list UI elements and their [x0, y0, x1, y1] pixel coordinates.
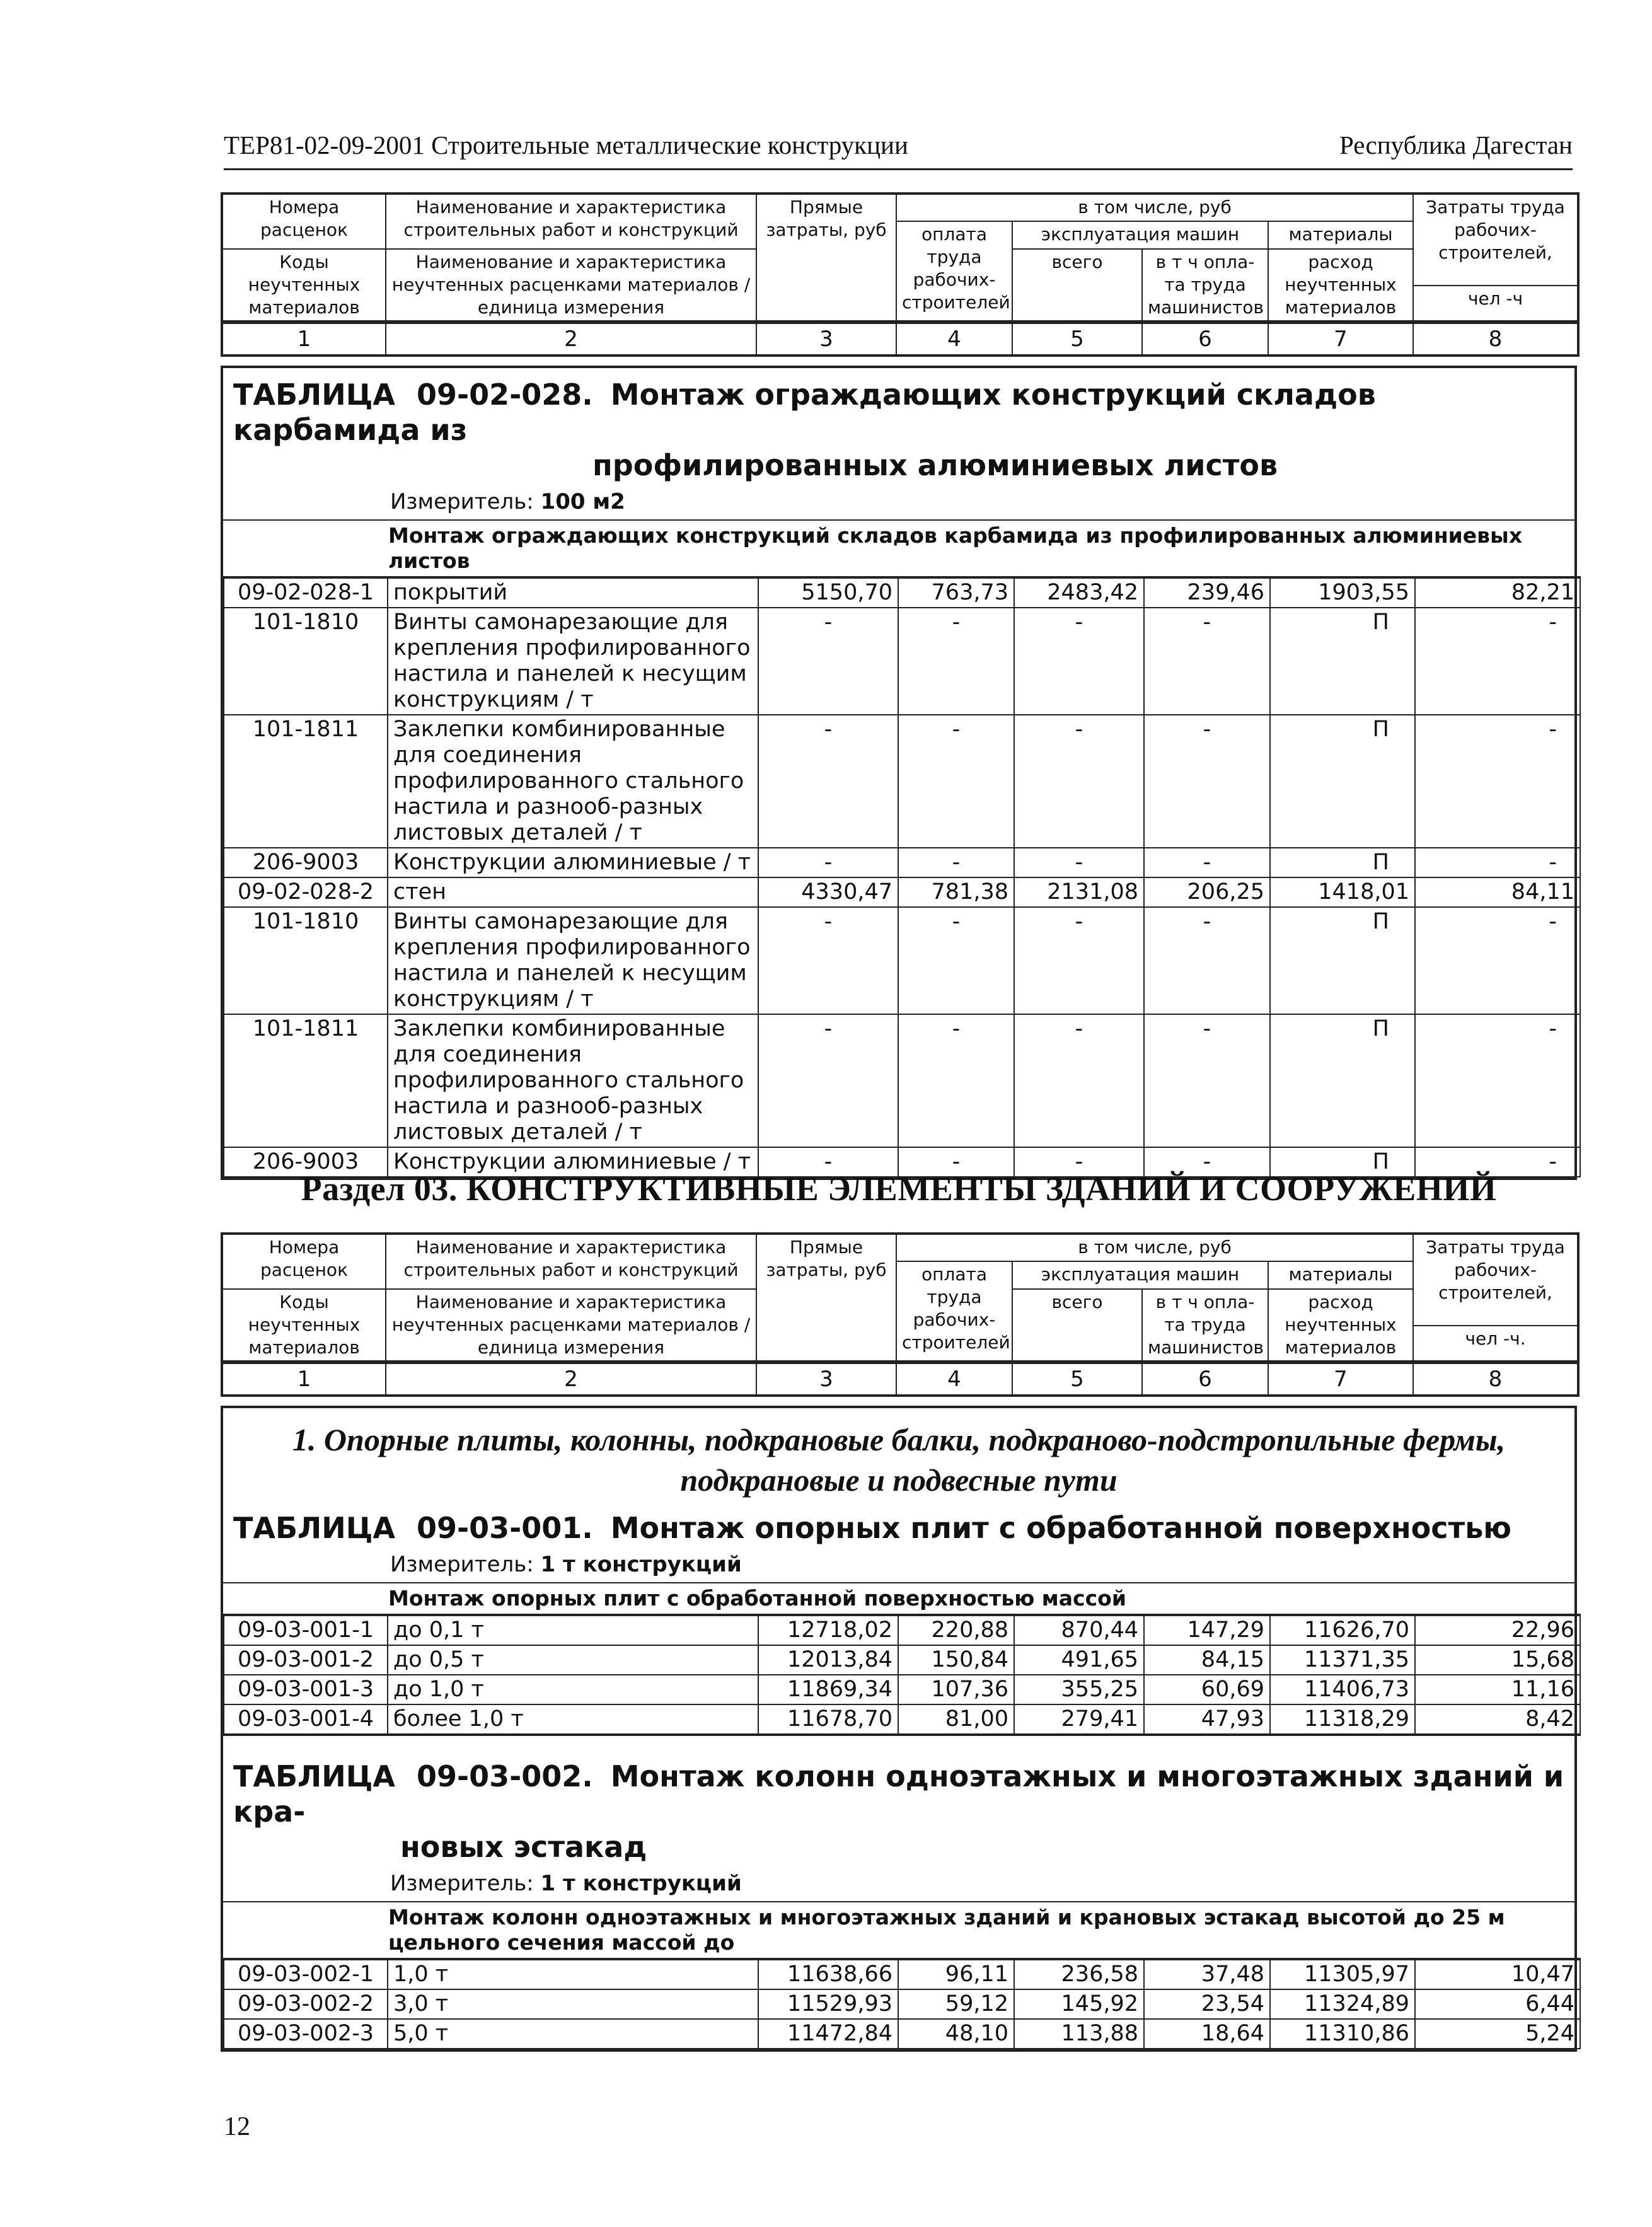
document-title: ТЕР81-02-09-2001 Строительные металлические конструкции	[224, 130, 908, 159]
cell-direct-costs: 11472,84	[758, 2019, 898, 2049]
cell-machines-total: -	[1014, 1147, 1144, 1177]
cell-machines-total: -	[1014, 608, 1144, 715]
table-row	[224, 715, 1580, 848]
column-numbers-row	[221, 323, 1580, 357]
col-material-name-head: Наименование и характеристика неучтенных расценками материалов / единица измерения	[386, 1289, 756, 1362]
cell-labor-hours: 11,16	[1415, 1675, 1580, 1704]
column-header-table	[221, 1232, 1580, 1363]
column-header-2	[221, 1232, 1577, 2052]
col-operator-wages-head: в т ч опла-та труда машинистов	[1142, 249, 1268, 321]
cell-wages: 107,36	[898, 1675, 1014, 1704]
cell-machines-total: -	[1014, 1014, 1144, 1147]
col-num: 6	[1142, 1363, 1268, 1396]
cell-direct-costs: 11529,93	[758, 1989, 898, 2019]
table-measure: Измеритель: 100 м2	[390, 489, 625, 514]
column-header-table	[221, 192, 1580, 323]
cell-materials: П	[1270, 715, 1415, 848]
cell-wages: 59,12	[898, 1989, 1014, 2019]
cell-wages: 150,84	[898, 1645, 1014, 1675]
table-row	[224, 2019, 1580, 2049]
cell-direct-costs: -	[758, 848, 898, 877]
table-09-03-002	[223, 1755, 1574, 2049]
cell-direct-costs: -	[758, 1014, 898, 1147]
cell-materials: П	[1270, 1014, 1415, 1147]
cell-machines-total: 236,58	[1014, 1959, 1144, 1989]
col-num: 4	[896, 1363, 1012, 1396]
table-group-heading: Монтаж ограждающих конструкций складов карбамида из профилированных алюминиевых листов	[223, 519, 1574, 576]
col-code-head: Номера расценок	[222, 1234, 386, 1289]
cell-labor-hours: -	[1415, 715, 1580, 848]
cell-labor-hours: -	[1415, 1147, 1580, 1177]
cell-item-name: покрытий	[388, 577, 758, 608]
cell-machines-total: 2131,08	[1014, 877, 1144, 907]
col-num: 2	[386, 1363, 756, 1396]
cell-labor-hours: -	[1415, 1014, 1580, 1147]
table-body	[223, 576, 1581, 1177]
cell-item-name: Конструкции алюминиевые / т	[388, 848, 758, 877]
cell-item-name: Конструкции алюминиевые / т	[388, 1147, 758, 1177]
cell-operator-wages: -	[1144, 608, 1270, 715]
cell-wages: -	[898, 608, 1014, 715]
col-machines-head: эксплуатация машин	[1012, 1261, 1268, 1289]
col-num: 7	[1268, 323, 1413, 356]
col-num: 3	[756, 1363, 896, 1396]
cell-direct-costs: -	[758, 608, 898, 715]
cell-materials: 11626,70	[1270, 1615, 1415, 1645]
cell-item-name: до 0,1 т	[388, 1615, 758, 1645]
cell-operator-wages: 60,69	[1144, 1675, 1270, 1704]
cell-materials: 11310,86	[1270, 2019, 1415, 2049]
table-row	[224, 1615, 1580, 1645]
cell-item-name: 1,0 т	[388, 1959, 758, 1989]
table-row	[224, 1645, 1580, 1675]
cell-wages: 96,11	[898, 1959, 1014, 1989]
cell-machines-total: -	[1014, 715, 1144, 848]
cell-operator-wages: 84,15	[1144, 1645, 1270, 1675]
cell-operator-wages: -	[1144, 715, 1270, 848]
cell-materials: П	[1270, 1147, 1415, 1177]
table-row	[224, 877, 1580, 907]
cell-rate-code: 101-1811	[224, 1014, 388, 1147]
running-header	[224, 132, 1573, 170]
col-code-head: Номера расценок	[222, 194, 386, 249]
cell-labor-hours: -	[1415, 907, 1580, 1014]
table-measure: Измеритель: 1 т конструкций	[390, 1552, 742, 1577]
col-unaccounted-materials-head: расход неучтенных материалов	[1268, 249, 1413, 321]
cell-labor-hours: 10,47	[1415, 1959, 1580, 1989]
cell-operator-wages: 206,25	[1144, 877, 1270, 907]
col-machines-head: эксплуатация машин	[1012, 221, 1268, 249]
table-title: ТАБЛИЦА 09-03-002. Монтаж колонн одноэтажных и многоэтажных зданий и кра- новых эстакад	[233, 1759, 1564, 1864]
col-materials-head: материалы	[1268, 1261, 1413, 1289]
cell-machines-total: 145,92	[1014, 1989, 1144, 2019]
cell-machines-total: 355,25	[1014, 1675, 1144, 1704]
cell-labor-hours: 6,44	[1415, 1989, 1580, 2019]
col-num: 7	[1268, 1363, 1413, 1396]
cell-labor-hours: -	[1415, 608, 1580, 715]
table-row	[224, 608, 1580, 715]
column-header-1	[221, 192, 1577, 1180]
cell-rate-code: 09-02-028-2	[224, 877, 388, 907]
cell-rate-code: 09-03-002-1	[224, 1959, 388, 1989]
cell-wages: 781,38	[898, 877, 1014, 907]
cell-machines-total: -	[1014, 848, 1144, 877]
cell-operator-wages: 23,54	[1144, 1989, 1270, 2019]
cell-item-name: более 1,0 т	[388, 1704, 758, 1735]
subsection-title: 1. Опорные плиты, колонны, подкрановые балки, подкраново-подстропильные фермы, подкрановые и подвесные пути	[292, 1422, 1506, 1498]
col-materials-head: материалы	[1268, 221, 1413, 249]
table-09-02-028	[221, 366, 1577, 1180]
cell-rate-code: 09-03-001-1	[224, 1615, 388, 1645]
cell-labor-hours: 82,21	[1415, 577, 1580, 608]
cell-machines-total: -	[1014, 907, 1144, 1014]
col-num: 1	[222, 323, 386, 356]
cell-item-name: до 0,5 т	[388, 1645, 758, 1675]
col-num: 1	[222, 1363, 386, 1396]
cell-operator-wages: -	[1144, 1014, 1270, 1147]
col-num: 6	[1142, 323, 1268, 356]
table-row	[224, 907, 1580, 1014]
column-numbers-row	[221, 1363, 1580, 1397]
cell-item-name: стен	[388, 877, 758, 907]
cell-operator-wages: 37,48	[1144, 1959, 1270, 1989]
col-num: 8	[1413, 1363, 1578, 1396]
section-body	[221, 1406, 1577, 2052]
cell-rate-code: 101-1811	[224, 715, 388, 848]
col-machines-total-head: всего	[1012, 249, 1142, 321]
cell-rate-code: 09-03-002-2	[224, 1989, 388, 2019]
cell-materials: 11305,97	[1270, 1959, 1415, 1989]
cell-rate-code: 09-03-001-4	[224, 1704, 388, 1735]
table-body	[223, 1958, 1581, 2049]
col-num: 5	[1012, 1363, 1142, 1396]
cell-labor-hours: -	[1415, 848, 1580, 877]
table-body	[223, 1614, 1581, 1736]
cell-rate-code: 09-03-002-3	[224, 2019, 388, 2049]
cell-rate-code: 09-03-001-3	[224, 1675, 388, 1704]
col-labor-unit-head: чел -ч.	[1413, 1326, 1578, 1362]
cell-rate-code: 09-02-028-1	[224, 577, 388, 608]
cell-machines-total: 2483,42	[1014, 577, 1144, 608]
table-row	[224, 1014, 1580, 1147]
cell-labor-hours: 8,42	[1415, 1704, 1580, 1735]
cell-wages: -	[898, 1014, 1014, 1147]
table-title: ТАБЛИЦА 09-02-028. Монтаж ограждающих конструкций складов карбамида из профилированных алюминиевых листов	[233, 378, 1376, 482]
cell-operator-wages: 239,46	[1144, 577, 1270, 608]
cell-item-name: Заклепки комбинированные для соединения профилированного стального настила и разнооб-разных листовых деталей / т	[388, 715, 758, 848]
table-title: ТАБЛИЦА 09-03-001. Монтаж опорных плит с обработанной поверхностью	[233, 1511, 1512, 1545]
cell-direct-costs: 4330,47	[758, 877, 898, 907]
cell-machines-total: 279,41	[1014, 1704, 1144, 1735]
cell-wages: -	[898, 848, 1014, 877]
col-name-head: Наименование и характеристика строительных работ и конструкций	[386, 1234, 756, 1289]
table-row	[224, 1989, 1580, 2019]
cell-item-name: 5,0 т	[388, 2019, 758, 2049]
cell-wages: -	[898, 1147, 1014, 1177]
cell-direct-costs: 5150,70	[758, 577, 898, 608]
table-measure: Измеритель: 1 т конструкций	[390, 1871, 742, 1896]
col-material-codes-head: Коды неучтенных материалов	[222, 1289, 386, 1362]
cell-direct-costs: 11869,34	[758, 1675, 898, 1704]
cell-labor-hours: 15,68	[1415, 1645, 1580, 1675]
cell-operator-wages: -	[1144, 1147, 1270, 1177]
col-direct-costs-head: Прямые затраты, руб	[756, 1234, 896, 1362]
cell-direct-costs: 11638,66	[758, 1959, 898, 1989]
cell-rate-code: 101-1810	[224, 907, 388, 1014]
col-operator-wages-head: в т ч опла-та труда машинистов	[1142, 1289, 1268, 1362]
col-wages-head: оплата труда рабочих-строителей	[896, 221, 1012, 321]
cell-wages: 763,73	[898, 577, 1014, 608]
cell-materials: 1418,01	[1270, 877, 1415, 907]
col-including-head: в том числе, руб	[896, 194, 1413, 221]
cell-direct-costs: 11678,70	[758, 1704, 898, 1735]
col-material-name-head: Наименование и характеристика неучтенных расценками материалов / единица измерения	[386, 249, 756, 321]
cell-materials: П	[1270, 848, 1415, 877]
cell-direct-costs: -	[758, 1147, 898, 1177]
col-direct-costs-head: Прямые затраты, руб	[756, 194, 896, 321]
col-labor-head: Затраты труда рабочих-строителей,	[1413, 1234, 1578, 1326]
cell-rate-code: 09-03-001-2	[224, 1645, 388, 1675]
cell-item-name: до 1,0 т	[388, 1675, 758, 1704]
col-labor-head: Затраты труда рабочих-строителей,	[1413, 194, 1578, 286]
cell-rate-code: 206-9003	[224, 848, 388, 877]
cell-wages: -	[898, 715, 1014, 848]
cell-materials: 11406,73	[1270, 1675, 1415, 1704]
col-num: 2	[386, 323, 756, 356]
table-group-heading: Монтаж колонн одноэтажных и многоэтажных зданий и крановых эстакад высотой до 25 м цельного сечения массой до	[223, 1901, 1574, 1958]
cell-materials: 1903,55	[1270, 577, 1415, 608]
cell-machines-total: 491,65	[1014, 1645, 1144, 1675]
table-row	[224, 1704, 1580, 1735]
cell-operator-wages: -	[1144, 848, 1270, 877]
section-title: Раздел 03. КОНСТРУКТИВНЫЕ ЭЛЕМЕНТЫ ЗДАНИЙ И СООРУЖЕНИЙ	[301, 1170, 1497, 1208]
cell-rate-code: 101-1810	[224, 608, 388, 715]
col-num: 3	[756, 323, 896, 356]
cell-materials: 11318,29	[1270, 1704, 1415, 1735]
cell-operator-wages: 147,29	[1144, 1615, 1270, 1645]
col-num: 5	[1012, 323, 1142, 356]
cell-materials: 11371,35	[1270, 1645, 1415, 1675]
page-number: 12	[224, 2112, 250, 2141]
cell-labor-hours: 5,24	[1415, 2019, 1580, 2049]
cell-labor-hours: 22,96	[1415, 1615, 1580, 1645]
cell-materials: П	[1270, 608, 1415, 715]
cell-operator-wages: 18,64	[1144, 2019, 1270, 2049]
cell-direct-costs: -	[758, 907, 898, 1014]
cell-operator-wages: -	[1144, 907, 1270, 1014]
col-labor-unit-head: чел -ч	[1413, 286, 1578, 322]
cell-direct-costs: 12718,02	[758, 1615, 898, 1645]
col-machines-total-head: всего	[1012, 1289, 1142, 1362]
table-row	[224, 848, 1580, 877]
cell-materials: П	[1270, 907, 1415, 1014]
col-material-codes-head: Коды неучтенных материалов	[222, 249, 386, 321]
cell-wages: 220,88	[898, 1615, 1014, 1645]
cell-labor-hours: 84,11	[1415, 877, 1580, 907]
table-row	[224, 577, 1580, 608]
table-09-03-001	[223, 1510, 1574, 1736]
col-num: 4	[896, 323, 1012, 356]
cell-item-name: 3,0 т	[388, 1989, 758, 2019]
col-wages-head: оплата труда рабочих-строителей	[896, 1261, 1012, 1362]
cell-item-name: Винты самонарезающие для крепления профилированного настила и панелей к несущим конструкциям / т	[388, 907, 758, 1014]
cell-direct-costs: -	[758, 715, 898, 848]
cell-item-name: Заклепки комбинированные для соединения профилированного стального настила и разнооб-разных листовых деталей / т	[388, 1014, 758, 1147]
cell-materials: 11324,89	[1270, 1989, 1415, 2019]
table-row	[224, 1675, 1580, 1704]
cell-machines-total: 870,44	[1014, 1615, 1144, 1645]
cell-wages: 81,00	[898, 1704, 1014, 1735]
col-unaccounted-materials-head: расход неучтенных материалов	[1268, 1289, 1413, 1362]
col-including-head: в том числе, руб	[896, 1234, 1413, 1261]
cell-operator-wages: 47,93	[1144, 1704, 1270, 1735]
col-num: 8	[1413, 323, 1578, 356]
table-group-heading: Монтаж опорных плит с обработанной поверхностью массой	[223, 1582, 1574, 1614]
table-row	[224, 1959, 1580, 1989]
cell-wages: -	[898, 907, 1014, 1014]
cell-rate-code: 206-9003	[224, 1147, 388, 1177]
cell-wages: 48,10	[898, 2019, 1014, 2049]
cell-direct-costs: 12013,84	[758, 1645, 898, 1675]
cell-machines-total: 113,88	[1014, 2019, 1144, 2049]
region-name: Республика Дагестан	[1339, 130, 1573, 159]
cell-item-name: Винты самонарезающие для крепления профилированного настила и панелей к несущим конструкциям / т	[388, 608, 758, 715]
col-name-head: Наименование и характеристика строительных работ и конструкций	[386, 194, 756, 249]
